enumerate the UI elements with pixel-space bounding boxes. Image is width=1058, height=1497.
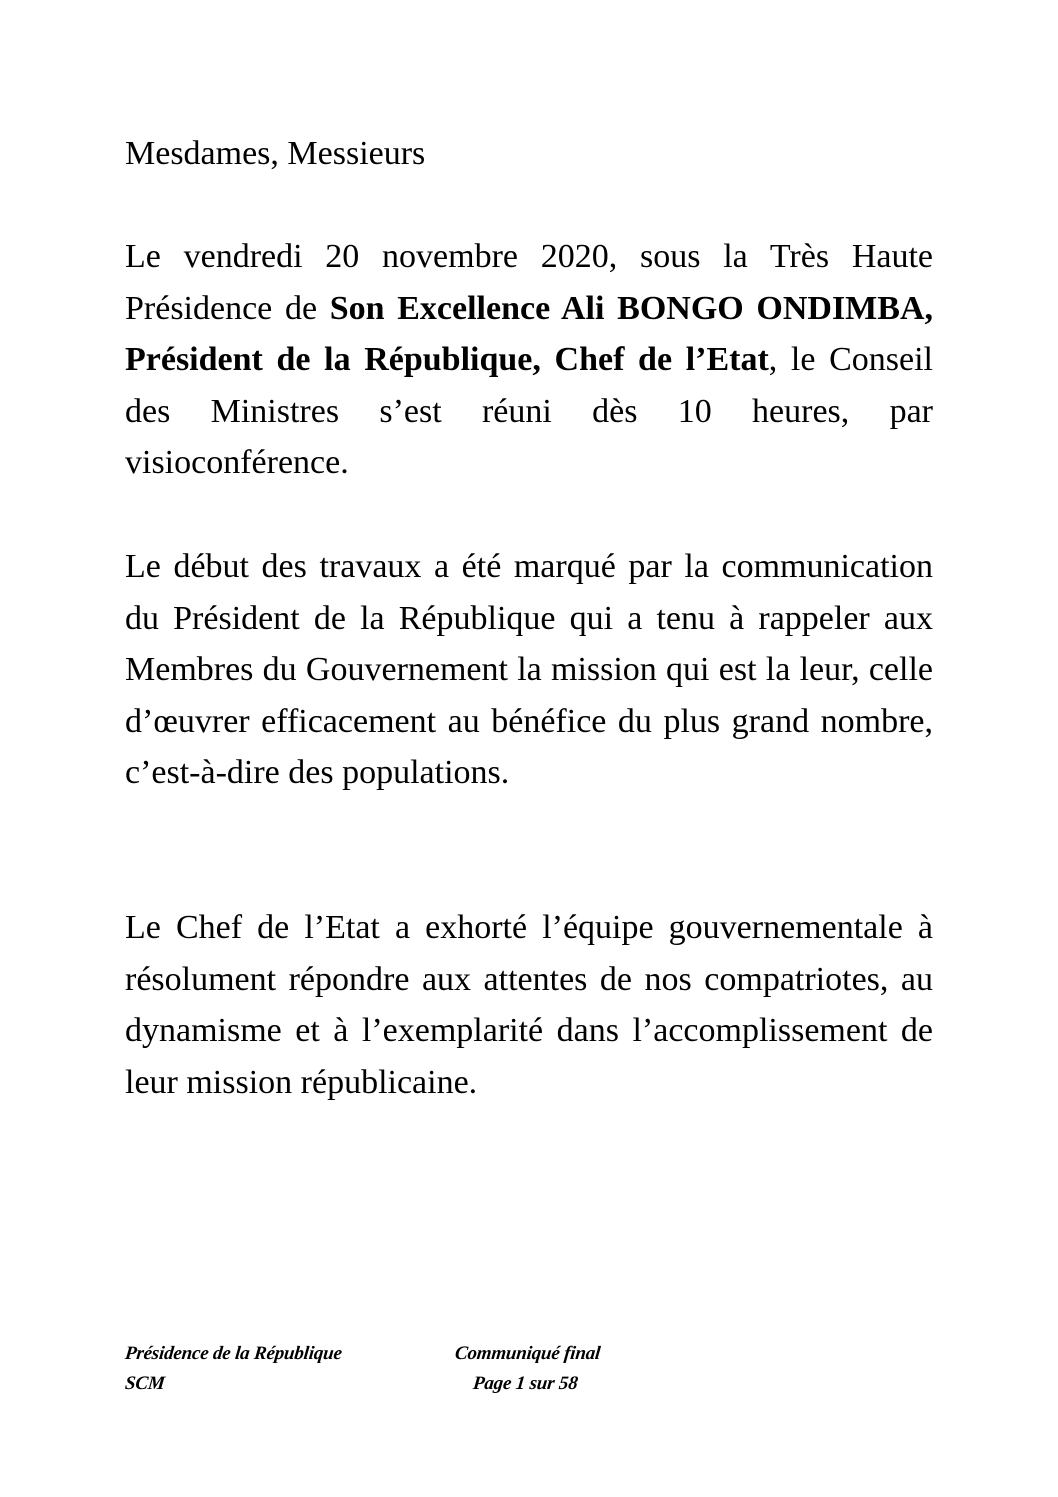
footer-institution: Présidence de la République	[123, 1343, 343, 1364]
paragraph-communication: Le début des travaux a été marqué par la communication du Président de la République qui a tenu à rappeler aux Membres du Gouvernement la mission qui est la leur, celle d’œuvrer efficacement au bénéfice du plus grand nombre, c’est-à-dire des populations.	[125, 548, 933, 791]
greeting: Mesdames, Messieurs	[125, 135, 426, 172]
paragraph-exhortation: Le Chef de l’Etat a exhorté l’équipe gouvernementale à résolument répondre aux attentes de nos compatriotes, au dynamisme et à l’exemplarité dans l’accomplissement de leur mission républicaine.	[125, 909, 933, 1101]
paragraph-opening-intro: Le vendredi 20 novembre 2020, sous la Très Haute Présidence de	[125, 238, 933, 327]
footer-page-number: Page 1 sur 58	[471, 1373, 579, 1394]
footer-department: SCM	[123, 1373, 166, 1394]
president-title: Son Excellence Ali BONGO ONDIMBA, Président de la République, Chef de l’Etat	[125, 289, 933, 378]
paragraph-opening-rest: , le Conseil des Ministres s’est réuni dès 10 heures, par visioconférence.	[125, 341, 933, 481]
paragraph-opening	[125, 231, 933, 489]
footer-document-title: Communiqué final	[453, 1343, 602, 1364]
